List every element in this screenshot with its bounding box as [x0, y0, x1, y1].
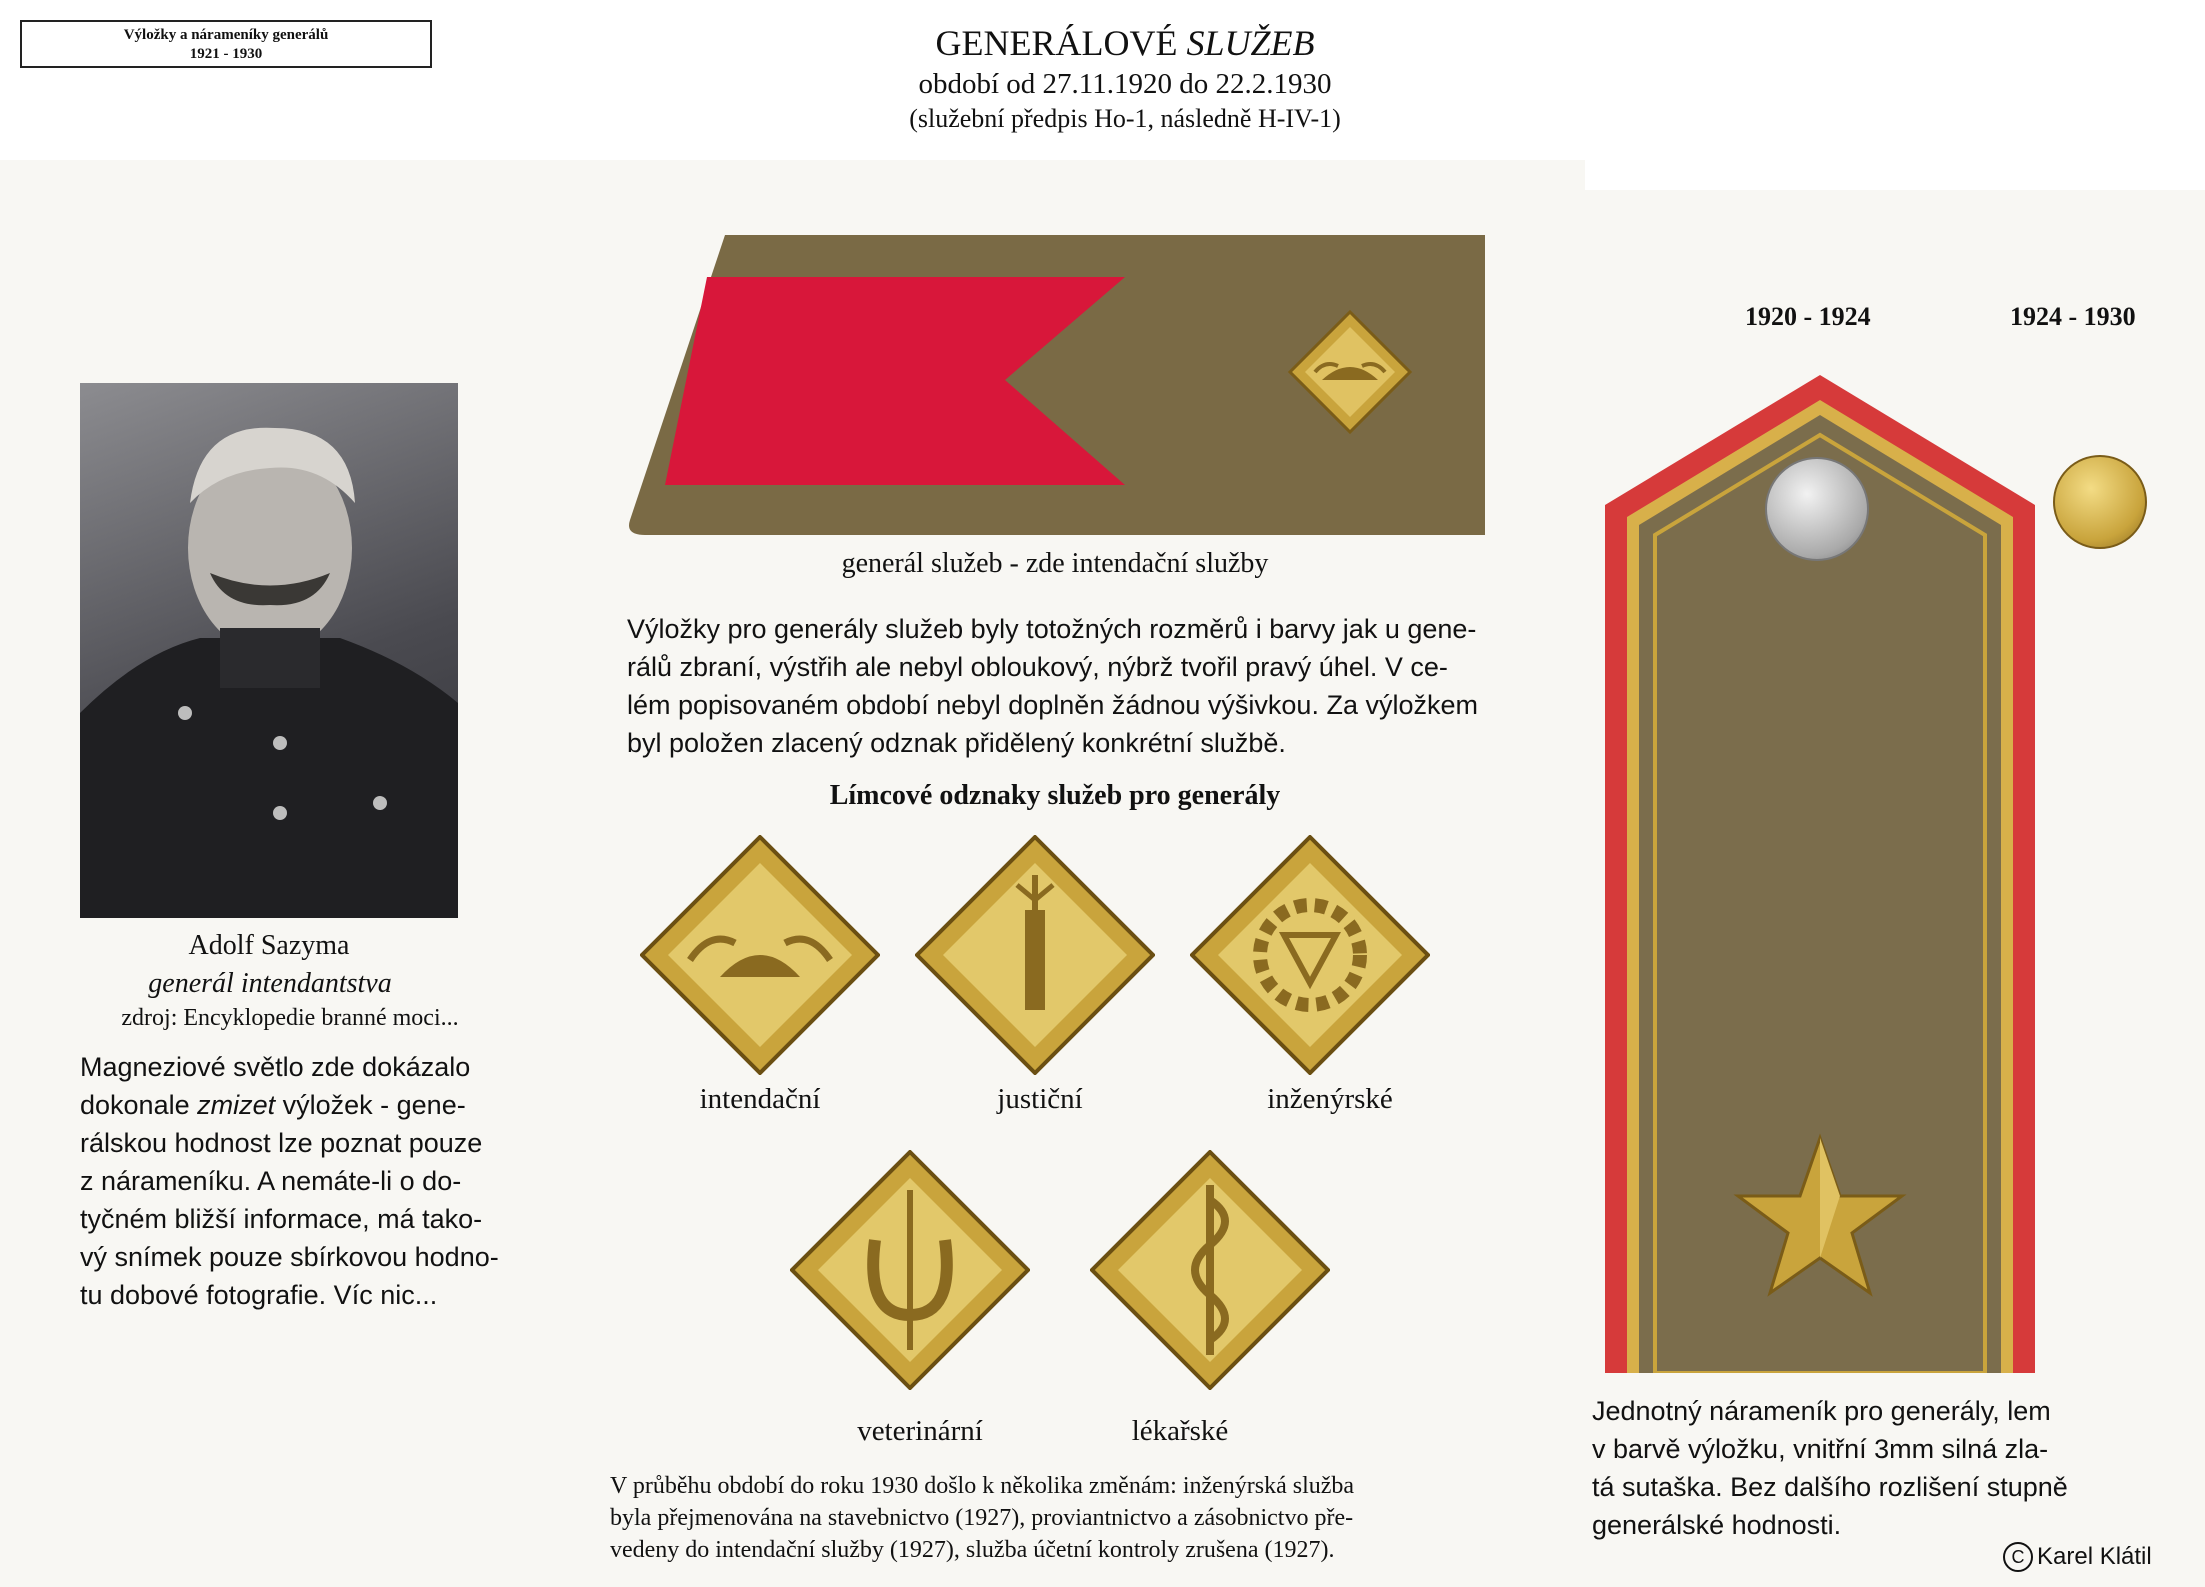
title-italic: SLUŽEB [1186, 23, 1315, 63]
portrait-photo [80, 383, 458, 918]
shoulder-line: v barvě výložku, vnitřní 3mm silná zla- [1592, 1434, 2049, 1464]
fasces-icon [915, 835, 1155, 1075]
note-line: z nárameníku. A nemáte-li o do- [80, 1166, 462, 1196]
collar-patch [625, 235, 1485, 535]
description-line: byl položen zlacený odznak přidělený konkrétní službě. [627, 728, 1286, 758]
badge-inzenyrske [1190, 835, 1430, 1075]
shoulder-line: generálské hodnosti. [1592, 1510, 1842, 1540]
portrait-source: zdroj: Encyklopedie branné moci... [121, 1005, 459, 1031]
description-line: lém popisovaném období nebyl doplněn žádnou výšivkou. Za výložkem [627, 690, 1478, 720]
portrait-note [80, 1048, 550, 1314]
note-fragment: dokonale [80, 1090, 198, 1120]
note-line: vý snímek pouze sbírkovou hodno- [80, 1242, 499, 1272]
shoulder-line: tá sutaška. Bez dalšího rozlišení stupně [1592, 1472, 2068, 1502]
collar-description [627, 610, 1527, 762]
portrait-name: Adolf Sazyma [188, 930, 350, 961]
badge-label-veterinarni: veterinární [857, 1415, 983, 1447]
title-plain: GENERÁLOVÉ [935, 23, 1187, 63]
corner-tag-line1: Výložky a nárameníky generálů [123, 27, 329, 43]
badge-label-lekarske: lékařské [1131, 1415, 1229, 1447]
note-emphasis: zmizet [197, 1090, 276, 1120]
copyright-icon: C [2003, 1542, 2033, 1572]
helmet-wings-icon [640, 835, 880, 1075]
badge-label-inzenyrske: inženýrské [1267, 1083, 1393, 1115]
page-title [700, 22, 1550, 64]
shoulder-description [1592, 1392, 2192, 1544]
note-line: Magneziové světlo zde dokázalo [80, 1052, 471, 1082]
badges-footnote [610, 1470, 1570, 1566]
year-label-b: 1924 - 1930 [2010, 302, 2136, 331]
period-subtitle: období od 27.11.1920 do 22.2.1930 [918, 68, 1332, 100]
author-credit [2003, 1542, 2152, 1572]
portrait-figure [80, 383, 458, 918]
note-line: rálskou hodnost lze poznat pouze [80, 1128, 483, 1158]
footnote-line: vedeny do intendační služby (1927), služba účetní kontroly zrušena (1927). [610, 1537, 1335, 1563]
badge-label-justicni: justiční [997, 1083, 1083, 1115]
year-label-a: 1920 - 1924 [1745, 302, 1871, 331]
shoulder-line: Jednotný nárameník pro generály, lem [1592, 1396, 2051, 1426]
gold-button-icon [2053, 455, 2147, 549]
badge-lekarske [1090, 1150, 1330, 1390]
horseshoe-snake-icon [790, 1150, 1030, 1390]
portrait-rank: generál intendantstva [148, 968, 392, 999]
badges-heading: Límcové odznaky služeb pro generály [829, 780, 1281, 811]
footnote-line: byla přejmenována na stavebnictvo (1927), proviantnictvo a zásobnictvo pře- [610, 1505, 1354, 1531]
corner-tag-line2: 1921 - 1930 [189, 46, 263, 62]
general-star-icon [1730, 1133, 1910, 1313]
badge-label-intendacni: intendační [699, 1083, 821, 1115]
silver-button-icon [1765, 457, 1869, 561]
note-line [80, 1086, 550, 1124]
author-name: Karel Klátil [2037, 1543, 2152, 1570]
staff-snake-icon [1090, 1150, 1330, 1390]
gear-triangle-icon [1190, 835, 1430, 1075]
badge-intendacni [640, 835, 880, 1075]
description-line: Výložky pro generály služeb byly totožných rozměrů i barvy jak u gene- [627, 614, 1477, 644]
collar-caption: generál služeb - zde intendační služby [841, 548, 1269, 579]
badge-veterinarni [790, 1150, 1030, 1390]
shoulder-board [1605, 375, 2035, 1373]
regulation-subtitle: (služební předpis Ho-1, následně H-IV-1) [909, 104, 1341, 133]
corner-tag [20, 20, 432, 68]
note-line: tu dobové fotografie. Víc nic... [80, 1280, 438, 1310]
note-line: tyčném bližší informace, má tako- [80, 1204, 483, 1234]
note-fragment: výložek - gene- [275, 1090, 466, 1120]
badge-justicni [915, 835, 1155, 1075]
description-line: rálů zbraní, výstřih ale nebyl obloukový, nýbrž tvořil pravý úhel. V ce- [627, 652, 1448, 682]
footnote-line: V průběhu období do roku 1930 došlo k několika změnám: inženýrská služba [610, 1473, 1355, 1499]
